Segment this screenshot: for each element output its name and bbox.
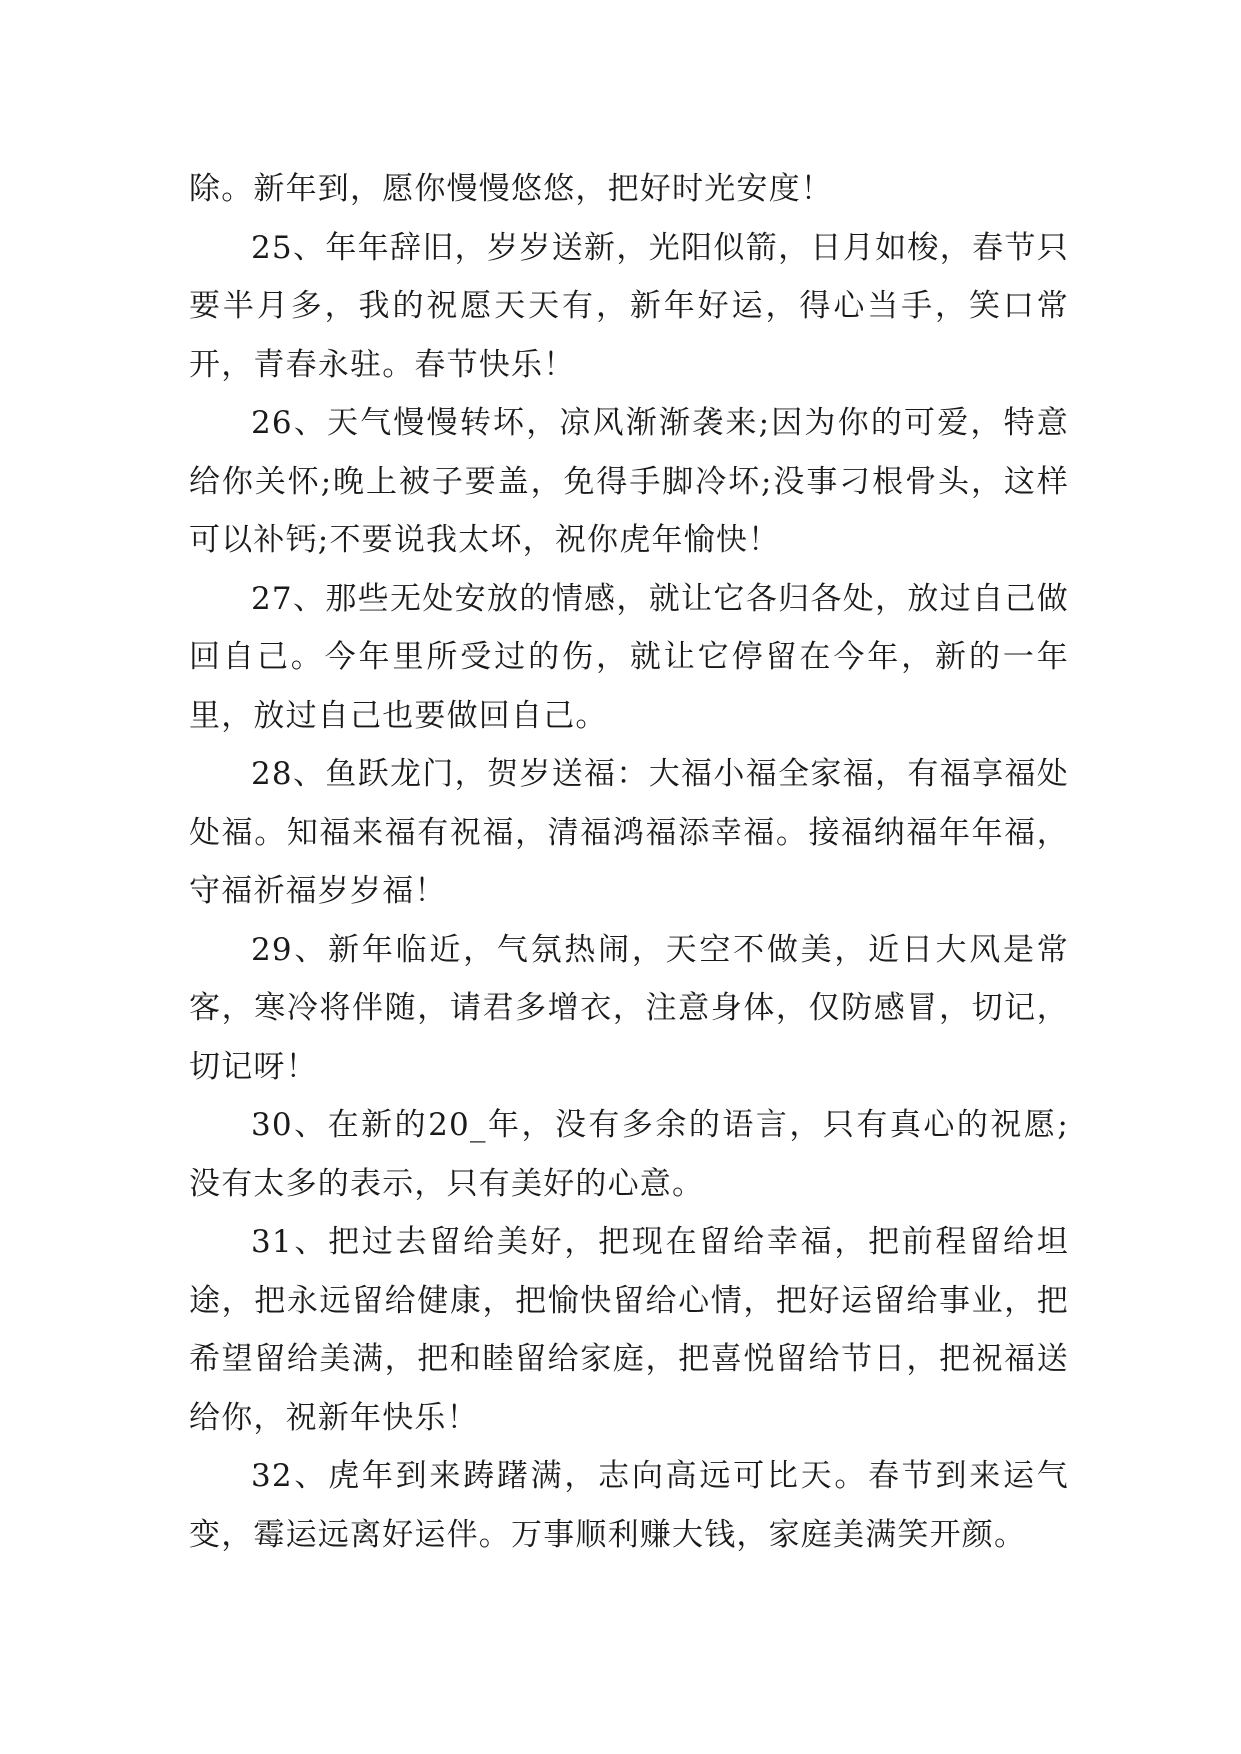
paragraph-31: 31、把过去留给美好，把现在留给幸福，把前程留给坦途，把永远留给健康，把愉快留给心情，把好运留给事业，把希望留给美满，把和睦留给家庭，把喜悦留给节日，把祝福送给你，祝新年快乐！	[189, 1224, 1069, 1436]
paragraph-32: 32、虎年到来踌躇满，志向高远可比天。春节到来运气变，霉运远离好运伴。万事顺利赚大钱，家庭美满笑开颜。	[189, 1458, 1069, 1553]
paragraph-26: 26、天气慢慢转坏，凉风渐渐袭来;因为你的可爱，特意给你关怀;晚上被子要盖，免得手脚冷坏;没事刁根骨头，这样可以补钙;不要说我太坏，祝你虎年愉快！	[189, 405, 1069, 558]
paragraph-25: 25、年年辞旧，岁岁送新，光阳似箭，日月如梭，春节只要半月多，我的祝愿天天有，新年好运，得心当手，笑口常开，青春永驻。春节快乐！	[189, 229, 1069, 383]
paragraph-27: 27、那些无处安放的情感，就让它各归各处，放过自己做回自己。今年里所受过的伤，就让它停留在今年，新的一年里，放过自己也要做回自己。	[189, 580, 1069, 734]
paragraph-28: 28、鱼跃龙门，贺岁送福：大福小福全家福，有福享福处处福。知福来福有祝福，清福鸿福添幸福。接福纳福年年福，守福祈福岁岁福！	[189, 756, 1069, 909]
paragraph-30: 30、在新的20_年，没有多余的语言，只有真心的祝愿;没有太多的表示，只有美好的心意。	[189, 1107, 1069, 1202]
paragraph-continuation: 除。新年到，愿你慢慢悠悠，把好时光安度！	[189, 171, 833, 207]
body-text	[189, 160, 1069, 1564]
paragraph-29: 29、新年临近，气氛热闹，天空不做美，近日大风是常客，寒冷将伴随，请君多增衣，注意身体，仅防感冒，切记，切记呀！	[189, 931, 1069, 1085]
